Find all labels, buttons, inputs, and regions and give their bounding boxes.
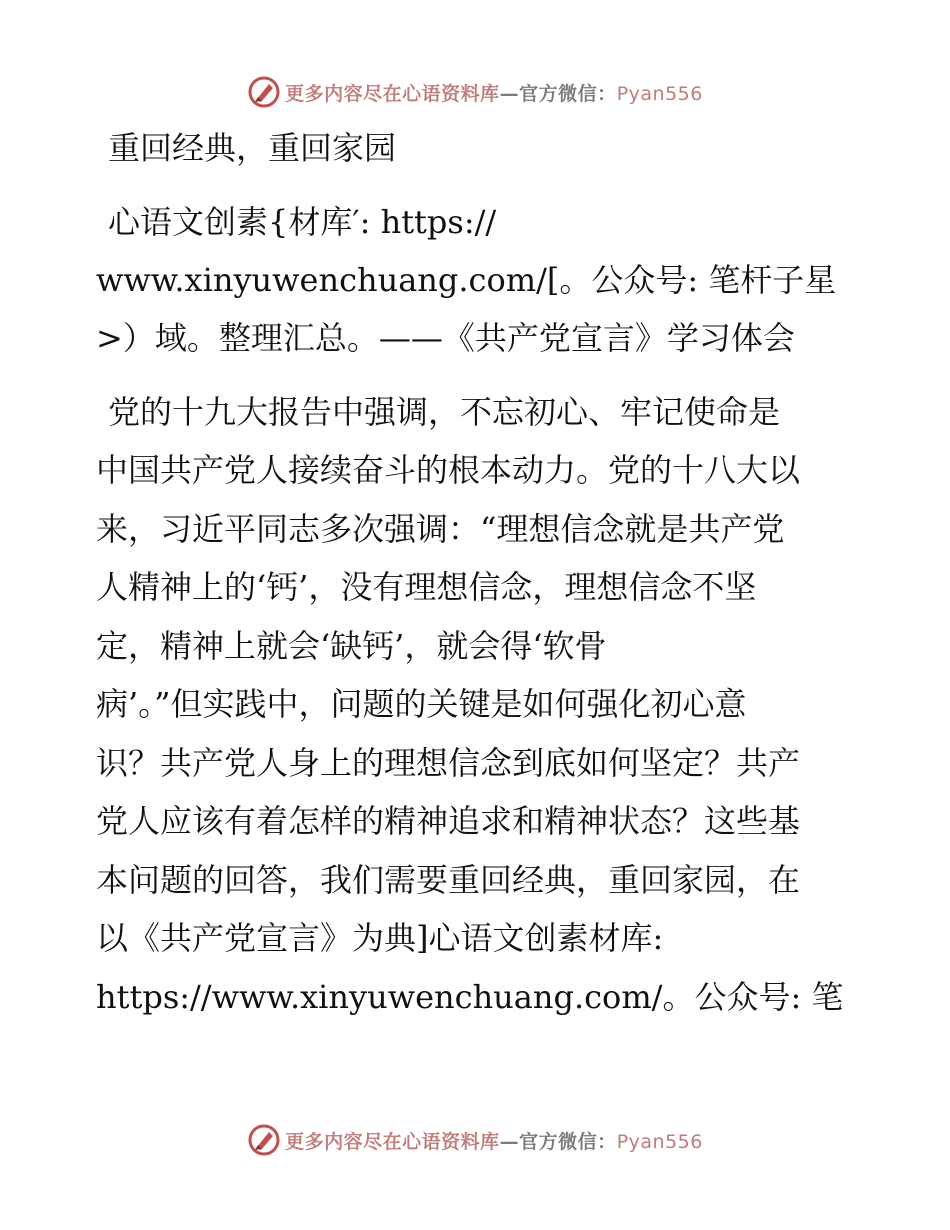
banner-wechat-handle: Pyan556 — [616, 1130, 703, 1153]
body-line: 来，习近平同志多次强调：“理想信念就是共产党 — [96, 510, 785, 548]
pen-nib-circle-icon — [247, 1123, 281, 1157]
header-watermark-banner — [0, 70, 950, 114]
body-line: 以《共产党宣言》为典]心语文创素材库: — [96, 919, 664, 957]
banner-text — [285, 1127, 703, 1154]
body-line: 人精神上的‘钙’，没有理想信念，理想信念不坚 — [96, 568, 757, 606]
body-line: https://www.xinyuwenchuang.com/。公众号: 笔 — [96, 978, 844, 1016]
banner-brand: 更多内容尽在心语资料库 — [285, 82, 500, 105]
body-line: 党人应该有着怎样的精神追求和精神状态？这些基 — [96, 802, 801, 840]
source-line: www.xinyuwenchuang.com/[。公众号: 笔杆子星 — [96, 261, 837, 299]
banner-official-label: —官方微信： — [499, 82, 617, 105]
footer-watermark-banner — [0, 1118, 950, 1162]
body-line: 病’。”但实践中，问题的关键是如何强化初心意 — [96, 685, 747, 723]
pen-nib-circle-icon — [247, 75, 281, 109]
body-line: 定，精神上就会‘缺钙’，就会得‘软骨 — [96, 627, 607, 665]
banner-official-label: —官方微信： — [499, 1130, 617, 1153]
banner-wechat-handle: Pyan556 — [616, 82, 703, 105]
body-line: 识？共产党人身上的理想信念到底如何坚定？共产 — [96, 744, 801, 782]
source-line: 心语文创素{材库′: https:// — [108, 203, 497, 241]
document-title: 重回经典，重回家园 — [108, 129, 397, 167]
banner-brand: 更多内容尽在心语资料库 — [285, 1130, 500, 1153]
body-line: 党的十九大报告中强调，不忘初心、牢记使命是 — [108, 393, 781, 431]
source-line: >）域。整理汇总。——《共产党宣言》学习体会 — [96, 319, 795, 357]
banner-text — [285, 79, 703, 106]
body-line: 中国共产党人接续奋斗的根本动力。党的十八大以 — [96, 451, 801, 489]
body-line: 本问题的回答，我们需要重回经典，重回家园，在 — [96, 861, 801, 899]
